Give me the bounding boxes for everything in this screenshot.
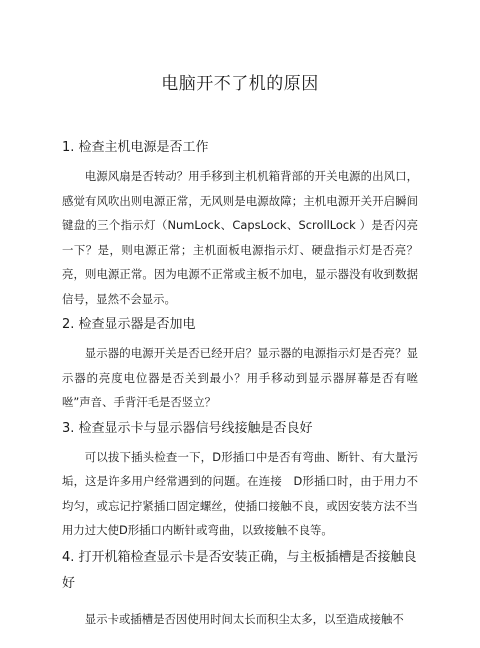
section-heading: 1. 检查主机电源是否工作 xyxy=(62,140,209,155)
section-heading: 2. 检查显示器是否加电 xyxy=(62,317,196,332)
section-body: 电源风扇是否转动？用手移到主机机箱背部的开关电源的出风口，感觉有风吹出则电源正常，无风则是电源故障；主机电源开关开启瞬间键盘的三个指示灯（NumLock、CapsLock、ScrollLock ）是否闪亮一下？是，则电源正常；主机面板电源指示灯、硬盘指示灯是否亮？亮，则电源正常。因为电源不正常或主板不加电，显示器没有收到数据信号，显然不会显示。 xyxy=(62,169,418,306)
section-body: 可以拔下插头检查一下，D形插口中是否有弯曲、断针、有大量污垢，这是许多用户经常遇到的问题。在连接 D形插口时，由于用力不均匀，或忘记拧紧插口固定螺丝，使插口接触不良，或因安装方法不当用力过大使D形插口内断针或弯曲，以致接触不良等。 xyxy=(62,449,418,537)
section-heading: 4. 打开机箱检查显示卡是否安装正确，与主板插槽是否接触良好 xyxy=(62,549,417,591)
document-title: 电脑开不了机的原因 xyxy=(161,74,319,94)
section-check-signal-cable xyxy=(62,417,418,543)
section-check-graphics-card xyxy=(62,545,418,632)
section-body: 显示器的电源开关是否已经开启？显示器的电源指示灯是否亮？显示器的亮度电位器是否关到最小？用手移动到显示器屏幕是否有咝咝”声音、手背汗毛是否竖立？ xyxy=(62,346,418,409)
section-heading: 3. 检查显示卡与显示器信号线接触是否良好 xyxy=(62,420,313,436)
section-check-power xyxy=(62,136,418,311)
section-body: 显示卡或插槽是否因使用时间太长而积尘太多，以至造成接触不 xyxy=(84,611,404,626)
section-check-monitor-power xyxy=(62,313,418,415)
